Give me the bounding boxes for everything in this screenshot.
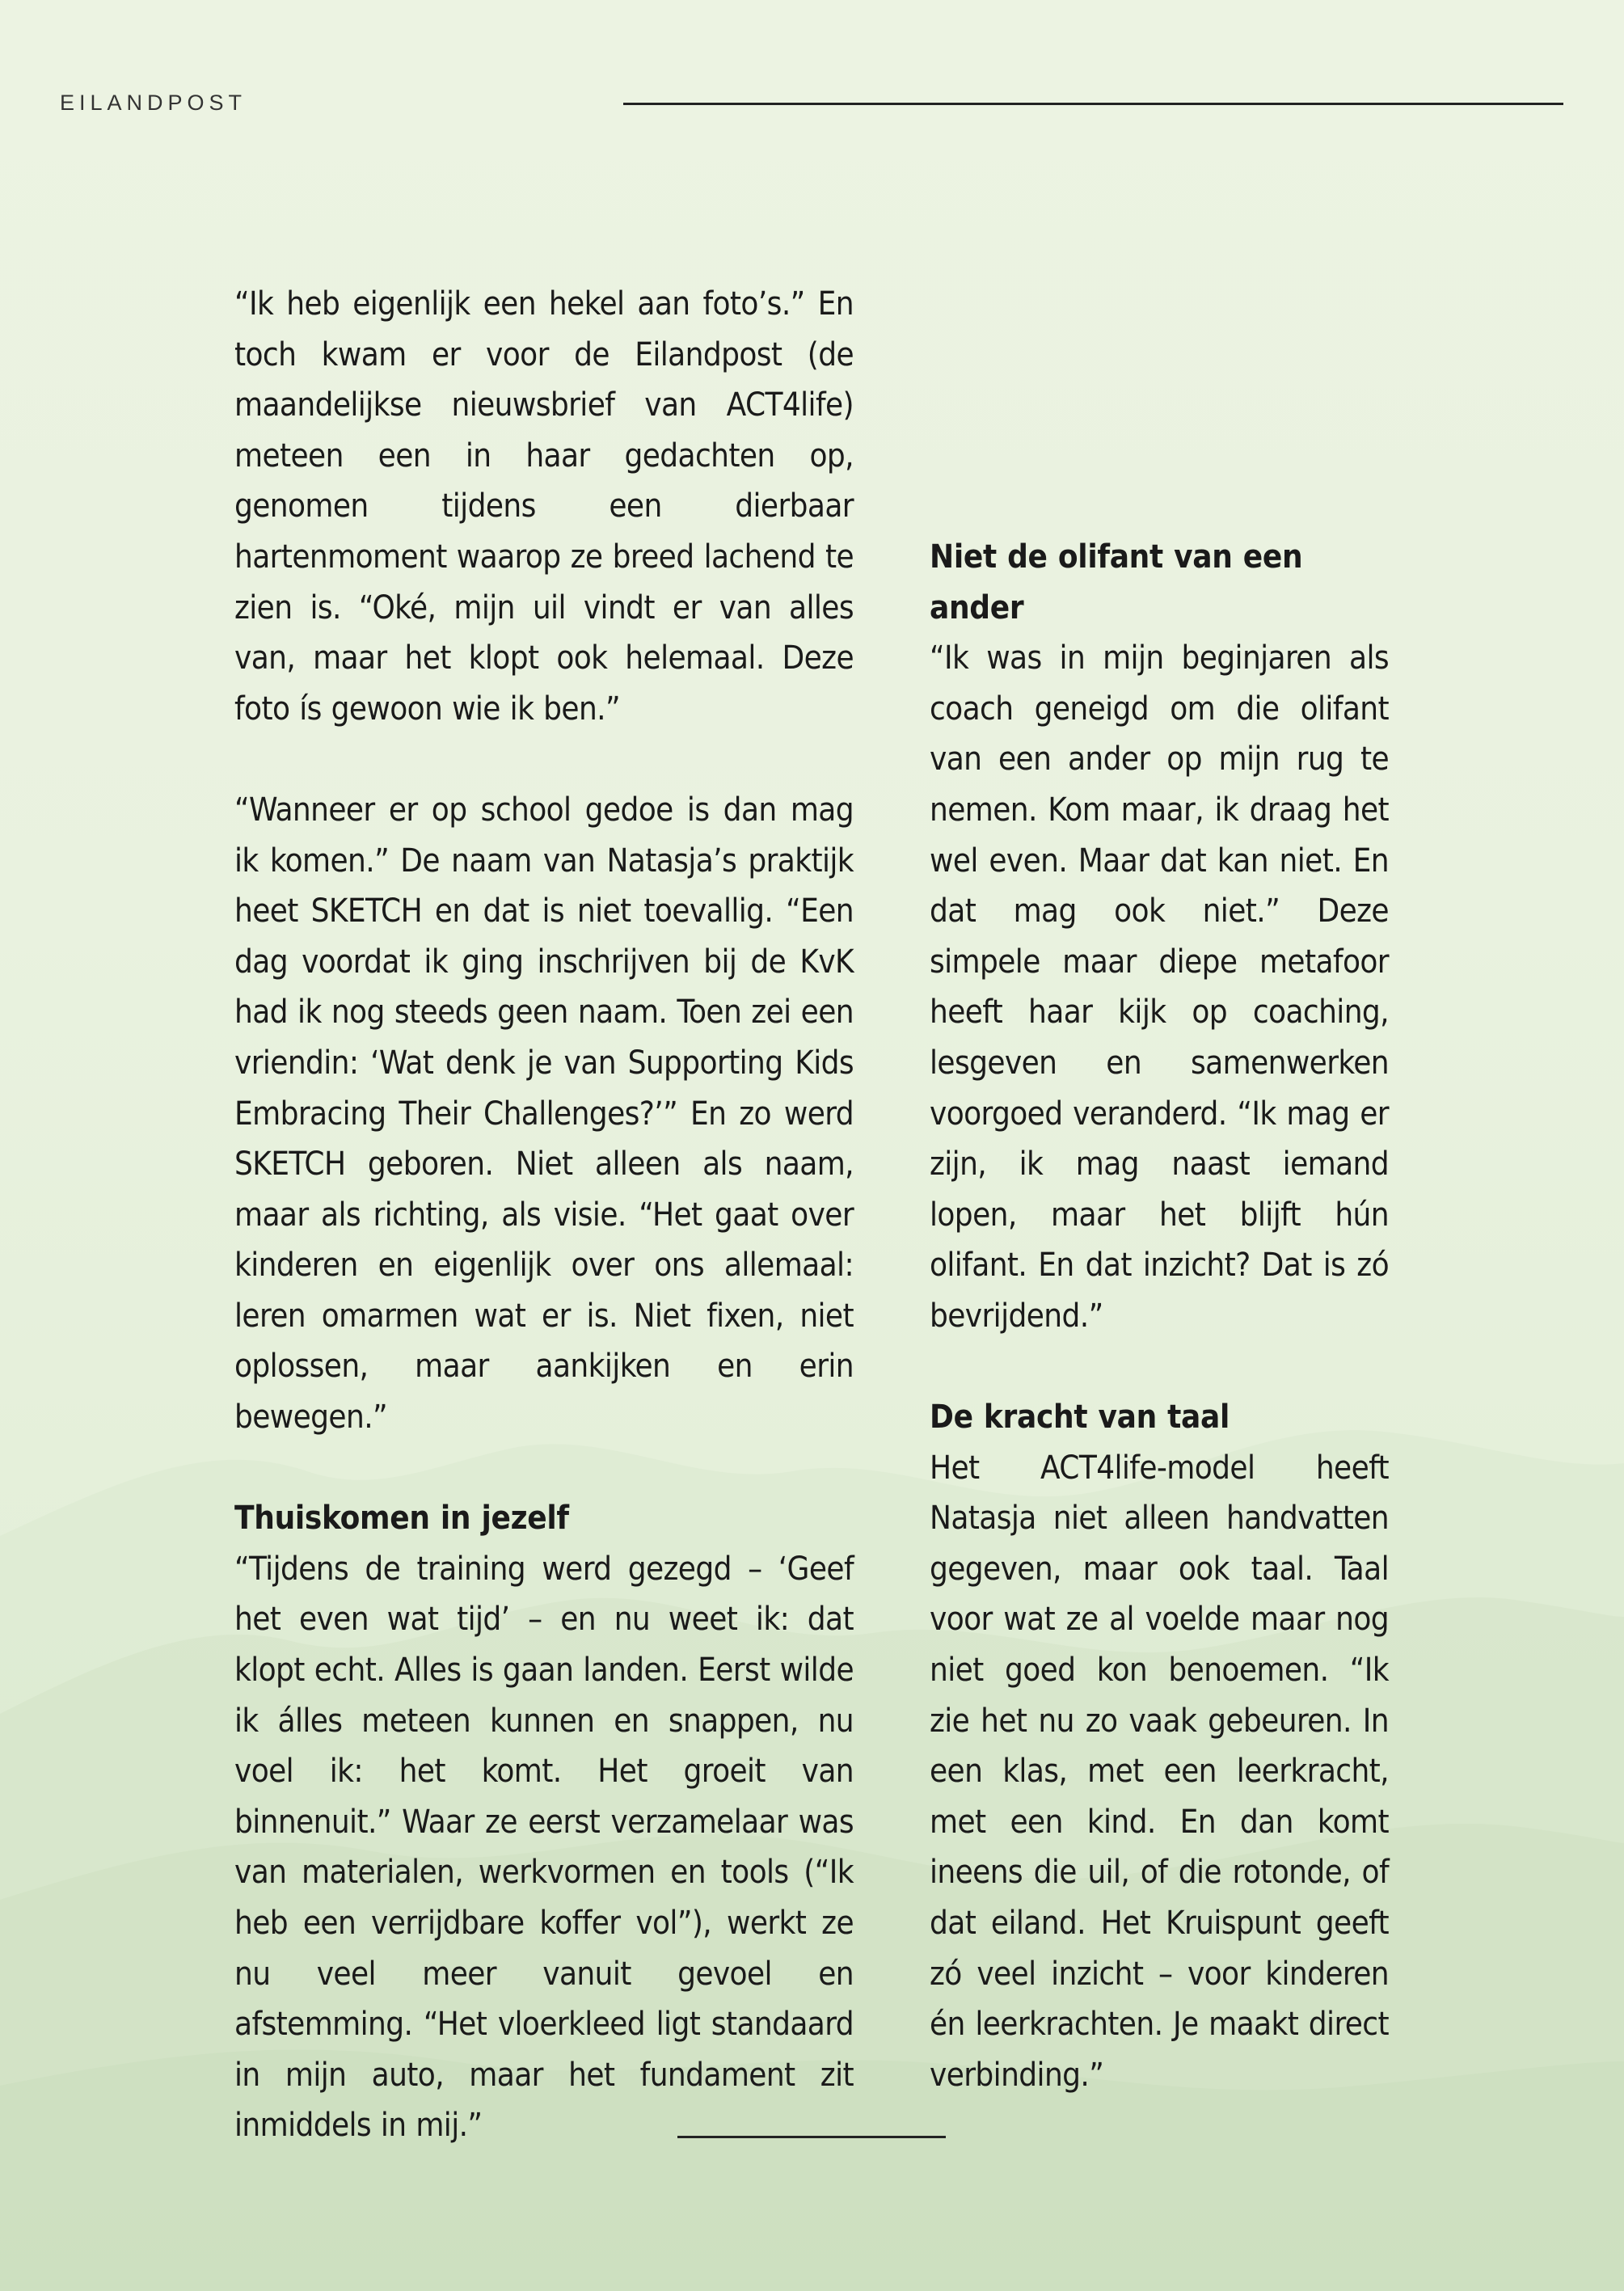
olifant-paragraph: “Ik was in mijn beginjaren als coach geneigd om die olifant van een ander op mijn rug te nemen. Kom maar, ik draag het wel even. Maar dat kan niet. En dat mag ook niet.” Deze simpele maar diepe metafoor heeft haar kijk op coaching, lesgeven en samenwerken voorgoed veranderd. “Ik mag er zijn, ik mag naast iemand lopen, maar het blijft hún olifant. En dat inzicht? Dat is zó bevrijdend.”	[930, 639, 1389, 1335]
section-heading-thuiskomen: Thuiskomen in jezelf	[234, 1500, 569, 1538]
right-column	[930, 532, 1389, 2100]
paragraph-gap	[234, 734, 854, 785]
intro-paragraph: “Ik heb eigenlijk een hekel aan foto’s.” En toch kwam er voor de Eilandpost (de maandelijkse nieuwsbrief van ACT4life) meteen een in haar gedachten op, genomen tijdens een dierbaar hartenmoment waarop ze breed lachend te zien is. “Oké, mijn uil vindt er van alles van, maar het klopt ook helemaal. Deze foto ís gewoon wie ik ben.”	[234, 285, 854, 728]
paragraph-gap	[234, 1443, 854, 1494]
sketch-paragraph: “Wanneer er op school gedoe is dan mag ik komen.” De naam van Natasja’s praktijk heet SKETCH en dat is niet toevallig. “Een dag voordat ik ging inschrijven bij de KvK had ik nog steeds geen naam. Toen zei een vriendin: ‘Wat denk je van Supporting Kids Embracing Their Challenges?’” En zo werd SKETCH geboren. Niet alleen als naam, maar als richting, als visie. “Het gaat over kinderen en eigenlijk over ons allemaal: leren omarmen wat er is. Niet fixen, niet oplossen, maar aankijken en erin bewegen.”	[234, 791, 854, 1437]
taal-paragraph: Het ACT4life-model heeft Natasja niet alleen handvatten gegeven, maar ook taal. Taal voor wat ze al voelde maar nog niet goed kon benoemen. “Ik zie het nu zo vaak gebeuren. In een klas, met een leerkracht, met een kind. En dan komt ineens die uil, of die rotonde, of dat eiland. Het Kruispunt geeft zó veel inzicht – voor kinderen én leerkrachten. Je maakt direct verbinding.”	[930, 1449, 1389, 2094]
masthead: EILANDPOST	[60, 91, 247, 115]
footer-rule	[677, 2136, 946, 2138]
thuiskomen-paragraph: “Tijdens de training werd gezegd – ‘Geef het even wat tijd’ – en nu weet ik: dat klopt echt. Alles is gaan landen. Eerst wilde ik álles meteen kunnen en snappen, nu voel ik: het komt. Het groeit van binnenuit.” Waar ze eerst verzamelaar was van materialen, werkvormen en tools (“Ik heb een verrijdbare koffer vol”), werkt ze nu veel meer vanuit gevoel en afstemming. “Het vloerkleed ligt standaard in mijn auto, maar het fundament zit inmiddels in mij.”	[234, 1550, 854, 2145]
paragraph-gap	[930, 1342, 1389, 1393]
header-rule	[623, 103, 1563, 105]
section-heading-olifant: Niet de olifant van een ander	[930, 538, 1303, 627]
left-column	[234, 279, 854, 2151]
section-heading-taal: De kracht van taal	[930, 1399, 1230, 1437]
